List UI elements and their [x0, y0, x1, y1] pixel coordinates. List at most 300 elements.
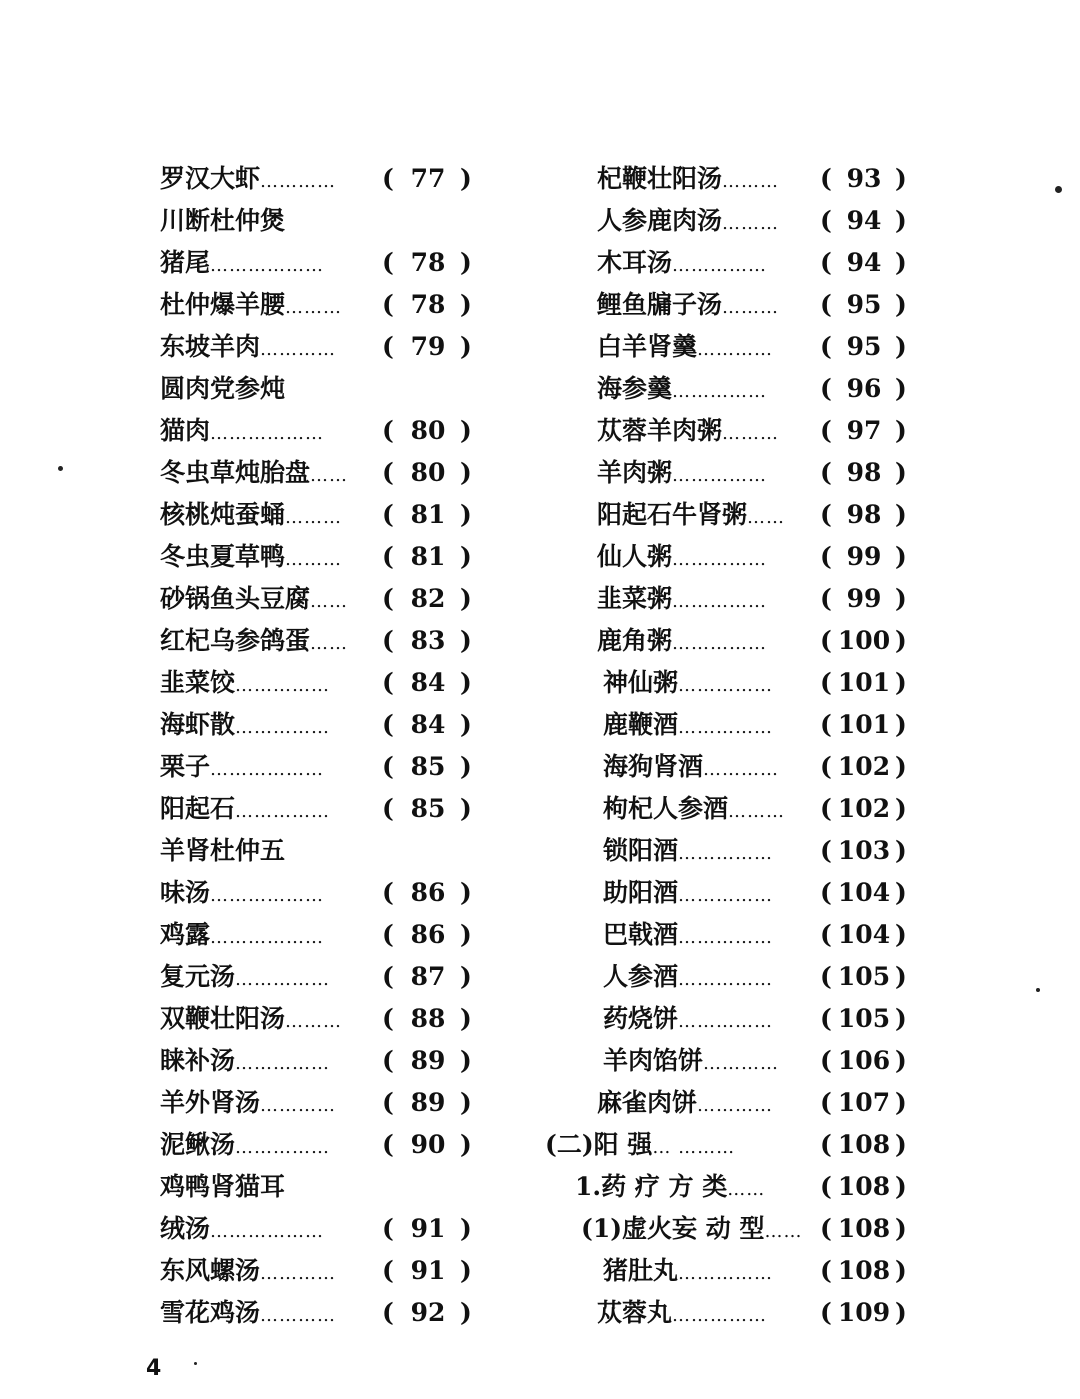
dot-leader: …………	[697, 339, 774, 360]
toc-entry-title	[603, 1250, 773, 1295]
toc-entry-title	[603, 872, 773, 917]
toc-entry	[160, 536, 490, 578]
close-paren: )	[895, 878, 907, 907]
toc-entry-title	[597, 242, 767, 287]
close-paren: )	[460, 1214, 472, 1243]
entry-title-text: 双鞭壮阳汤	[160, 1004, 286, 1033]
open-paren: (	[382, 164, 394, 193]
toc-entry	[160, 830, 490, 872]
dot-leader: …………	[260, 171, 337, 192]
toc-page-number: 94	[846, 248, 882, 277]
scan-speck	[194, 1362, 197, 1365]
toc-page-number: 94	[846, 206, 882, 235]
toc-entry-title	[160, 1292, 336, 1337]
toc-entry-title	[597, 368, 767, 413]
close-paren: )	[895, 290, 907, 319]
dot-leader: ……	[310, 465, 349, 486]
toc-page-number: 99	[846, 542, 882, 571]
entry-title-text: 绒汤	[160, 1214, 211, 1243]
entry-title-text: 东坡羊肉	[160, 332, 261, 361]
dot-leader: ……	[310, 633, 349, 654]
toc-entry	[545, 1250, 925, 1292]
toc-entry	[160, 452, 490, 494]
dot-leader: …………	[703, 759, 780, 780]
entry-title-text: 砂锅鱼头豆腐	[160, 584, 311, 613]
toc-page-number: 81	[410, 542, 446, 571]
toc-entry-title	[597, 536, 767, 581]
toc-page-number: 93	[846, 164, 882, 193]
toc-entry	[545, 620, 925, 662]
toc-entry	[545, 914, 925, 956]
entry-title-text: 韭菜粥	[597, 584, 673, 613]
toc-entry	[160, 1166, 490, 1208]
toc-page-number: 78	[410, 248, 446, 277]
dot-leader: ………………	[210, 885, 325, 906]
close-paren: )	[895, 1046, 907, 1075]
dot-leader: ………	[728, 801, 786, 822]
close-paren: )	[895, 1088, 907, 1117]
open-paren: (	[820, 206, 832, 235]
entry-title-text: 雪花鸡汤	[160, 1298, 261, 1327]
close-paren: )	[895, 206, 907, 235]
open-paren: (	[820, 1298, 832, 1327]
close-paren: )	[895, 584, 907, 613]
toc-entry	[545, 746, 925, 788]
close-paren: )	[460, 626, 472, 655]
open-paren: (	[820, 542, 832, 571]
open-paren: (	[382, 1004, 394, 1033]
dot-leader: ……………	[672, 465, 768, 486]
entry-title-text: 人参鹿肉汤	[597, 206, 723, 235]
entry-title-text: 杞鞭壮阳汤	[597, 164, 723, 193]
toc-entry-title	[160, 494, 342, 539]
toc-entry	[160, 158, 490, 200]
toc-entry-title	[160, 200, 285, 242]
toc-entry	[545, 326, 925, 368]
toc-page-number: 89	[410, 1046, 446, 1075]
open-paren: (	[382, 962, 394, 991]
scan-speck	[58, 466, 63, 471]
open-paren: (	[382, 626, 394, 655]
toc-page-number: 85	[410, 752, 446, 781]
toc-page-number: 91	[410, 1256, 446, 1285]
close-paren: )	[460, 290, 472, 319]
open-paren: (	[382, 584, 394, 613]
toc-page-number: 104	[837, 878, 891, 907]
dot-leader: ………………	[210, 255, 325, 276]
close-paren: )	[895, 416, 907, 445]
toc-entry-title	[603, 830, 773, 875]
page-number: 4	[146, 1356, 162, 1381]
toc-entry	[545, 788, 925, 830]
dot-leader: ………	[722, 171, 780, 192]
close-paren: )	[460, 248, 472, 277]
toc-entry-title	[597, 284, 779, 329]
dot-leader: ……………	[678, 675, 774, 696]
entry-title-text: 神仙粥	[603, 668, 679, 697]
toc-entry-title	[545, 1124, 735, 1169]
entry-title-text: 助阳酒	[603, 878, 679, 907]
entry-title-text: 鸡鸭肾猫耳	[160, 1172, 286, 1201]
close-paren: )	[895, 626, 907, 655]
toc-entry	[545, 368, 925, 410]
entry-title-text: 枸杞人参酒	[603, 794, 729, 823]
toc-entry-title	[160, 1040, 330, 1085]
open-paren: (	[382, 1298, 394, 1327]
toc-page-number: 83	[410, 626, 446, 655]
toc-entry-title	[603, 788, 785, 833]
toc-entry	[545, 1040, 925, 1082]
dot-leader: ………………	[210, 423, 325, 444]
open-paren: (	[382, 1088, 394, 1117]
toc-entry-title	[160, 1082, 336, 1127]
close-paren: )	[460, 752, 472, 781]
toc-entry-title	[160, 410, 324, 455]
toc-entry-title	[603, 1040, 779, 1085]
close-paren: )	[460, 584, 472, 613]
open-paren: (	[820, 164, 832, 193]
entry-title-text: 猪尾	[160, 248, 211, 277]
close-paren: )	[460, 1088, 472, 1117]
toc-entry-title	[160, 956, 330, 1001]
dot-leader: ……	[747, 507, 786, 528]
toc-entry-title	[160, 578, 348, 623]
close-paren: )	[460, 500, 472, 529]
close-paren: )	[460, 920, 472, 949]
open-paren: (	[820, 878, 832, 907]
open-paren: (	[382, 500, 394, 529]
entry-title-text: 冬虫草炖胎盘	[160, 458, 311, 487]
dot-leader: ……………	[678, 1011, 774, 1032]
close-paren: )	[895, 248, 907, 277]
entry-title-text: 海虾散	[160, 710, 236, 739]
toc-entry	[545, 956, 925, 998]
toc-entry-title	[603, 704, 773, 749]
toc-entry	[160, 956, 490, 998]
toc-entry	[160, 620, 490, 662]
toc-page-number: 105	[837, 962, 891, 991]
toc-page-number: 108	[837, 1214, 891, 1243]
entry-title-text: 羊肉粥	[597, 458, 673, 487]
toc-entry-title	[597, 1292, 767, 1337]
entry-title-text: 鹿角粥	[597, 626, 673, 655]
entry-title-text: (1)虚火妄 动 型	[581, 1214, 765, 1243]
toc-entry-title	[160, 998, 342, 1043]
dot-leader: …………	[260, 1095, 337, 1116]
dot-leader: ………	[285, 507, 343, 528]
dot-leader: ………………	[210, 759, 325, 780]
entry-title-text: 白羊肾羹	[597, 332, 698, 361]
toc-entry	[545, 578, 925, 620]
open-paren: (	[820, 668, 832, 697]
open-paren: (	[820, 374, 832, 403]
open-paren: (	[382, 290, 394, 319]
toc-entry	[545, 1082, 925, 1124]
entry-title-text: 锁阳酒	[603, 836, 679, 865]
toc-entry	[160, 368, 490, 410]
close-paren: )	[895, 542, 907, 571]
toc-entry	[160, 998, 490, 1040]
toc-entry-title	[160, 872, 324, 917]
toc-page-number: 104	[837, 920, 891, 949]
toc-entry-title	[160, 704, 330, 749]
close-paren: )	[460, 878, 472, 907]
toc-page-number: 99	[846, 584, 882, 613]
toc-entry-title	[160, 242, 324, 287]
open-paren: (	[820, 1256, 832, 1285]
toc-entry-title	[160, 284, 342, 329]
close-paren: )	[460, 794, 472, 823]
entry-title-text: 罗汉大虾	[160, 164, 261, 193]
entry-title-text: 麻雀肉饼	[597, 1088, 698, 1117]
toc-page-number: 95	[846, 332, 882, 361]
close-paren: )	[460, 164, 472, 193]
toc-entry	[160, 788, 490, 830]
toc-page-number: 105	[837, 1004, 891, 1033]
toc-entry	[545, 704, 925, 746]
toc-entry-title	[160, 1166, 285, 1208]
dot-leader: ……………	[235, 801, 331, 822]
open-paren: (	[820, 836, 832, 865]
dot-leader: ………	[722, 423, 780, 444]
toc-page-number: 85	[410, 794, 446, 823]
open-paren: (	[382, 668, 394, 697]
toc-entry-title	[160, 1124, 330, 1169]
toc-entry-title	[160, 368, 285, 410]
toc-page-number: 108	[837, 1172, 891, 1201]
close-paren: )	[895, 1214, 907, 1243]
toc-entry-title	[597, 578, 767, 623]
entry-title-text: 味汤	[160, 878, 211, 907]
entry-title-text: 羊肉馅饼	[603, 1046, 704, 1075]
toc-page-number: 90	[410, 1130, 446, 1159]
toc-entry	[160, 1250, 490, 1292]
dot-leader: ……………	[672, 549, 768, 570]
entry-title-text: 阳起石牛肾粥	[597, 500, 748, 529]
open-paren: (	[382, 878, 394, 907]
toc-entry-title	[160, 662, 330, 707]
toc-entry	[545, 284, 925, 326]
close-paren: )	[895, 164, 907, 193]
close-paren: )	[895, 332, 907, 361]
toc-entry	[545, 830, 925, 872]
close-paren: )	[460, 1046, 472, 1075]
entry-title-text: 鲤鱼牖子汤	[597, 290, 723, 319]
open-paren: (	[382, 1214, 394, 1243]
entry-title-text: 木耳汤	[597, 248, 673, 277]
toc-page-number: 92	[410, 1298, 446, 1327]
toc-entry	[160, 284, 490, 326]
close-paren: )	[460, 458, 472, 487]
toc-page-number: 102	[837, 752, 891, 781]
open-paren: (	[820, 920, 832, 949]
dot-leader: ……………	[678, 927, 774, 948]
toc-entry	[160, 1124, 490, 1166]
close-paren: )	[460, 668, 472, 697]
toc-entry-title	[597, 620, 767, 665]
toc-page-number: 80	[410, 416, 446, 445]
toc-entry	[160, 1082, 490, 1124]
dot-leader: ……	[727, 1179, 766, 1200]
dot-leader: ……………	[678, 885, 774, 906]
toc-left-column	[160, 158, 490, 1334]
dot-leader: ………………	[210, 927, 325, 948]
open-paren: (	[820, 794, 832, 823]
dot-leader: ………	[285, 297, 343, 318]
dot-leader: ……………	[672, 255, 768, 276]
toc-entry-title	[581, 1208, 802, 1253]
toc-page-number: 84	[410, 710, 446, 739]
dot-leader: ……………	[672, 381, 768, 402]
toc-page-number: 101	[837, 710, 891, 739]
entry-title-text: 鸡露	[160, 920, 211, 949]
toc-page-number: 96	[846, 374, 882, 403]
toc-entry	[545, 158, 925, 200]
open-paren: (	[820, 1004, 832, 1033]
entry-title-text: 羊肾杜仲五	[160, 836, 286, 865]
toc-entry	[545, 872, 925, 914]
toc-entry	[545, 1292, 925, 1334]
entry-title-text: 药烧饼	[603, 1004, 679, 1033]
dot-leader: ……………	[678, 717, 774, 738]
entry-title-text: 泥鳅汤	[160, 1130, 236, 1159]
toc-page-number: 86	[410, 878, 446, 907]
open-paren: (	[820, 1088, 832, 1117]
close-paren: )	[460, 710, 472, 739]
dot-leader: ……………	[678, 843, 774, 864]
toc-entry	[545, 536, 925, 578]
dot-leader: …………	[260, 339, 337, 360]
entry-title-text: 睐补汤	[160, 1046, 236, 1075]
close-paren: )	[895, 668, 907, 697]
toc-entry-title	[160, 536, 342, 581]
dot-leader: …………	[260, 1263, 337, 1284]
close-paren: )	[460, 1298, 472, 1327]
toc-page-number: 106	[837, 1046, 891, 1075]
dot-leader: ……………	[235, 675, 331, 696]
toc-entry	[160, 914, 490, 956]
dot-leader: ……………	[672, 1305, 768, 1326]
toc-page-number: 91	[410, 1214, 446, 1243]
toc-page-number: 109	[837, 1298, 891, 1327]
toc-page-number: 108	[837, 1130, 891, 1159]
dot-leader: ………	[722, 297, 780, 318]
open-paren: (	[382, 710, 394, 739]
entry-title-text: 猫肉	[160, 416, 211, 445]
open-paren: (	[820, 416, 832, 445]
open-paren: (	[382, 458, 394, 487]
toc-entry-title	[160, 830, 285, 872]
open-paren: (	[820, 290, 832, 319]
toc-entry	[160, 746, 490, 788]
toc-entry-title	[603, 956, 773, 1001]
close-paren: )	[895, 1004, 907, 1033]
dot-leader: ……………	[235, 1053, 331, 1074]
toc-entry-title	[597, 410, 779, 455]
toc-page-number: 79	[410, 332, 446, 361]
toc-entry-title	[160, 452, 348, 497]
toc-page-number: 81	[410, 500, 446, 529]
close-paren: )	[895, 1256, 907, 1285]
dot-leader: ……	[310, 591, 349, 612]
dot-leader: ………	[285, 1011, 343, 1032]
toc-entry	[160, 872, 490, 914]
toc-entry-title	[597, 200, 779, 245]
close-paren: )	[895, 794, 907, 823]
close-paren: )	[895, 710, 907, 739]
dot-leader: … ………	[652, 1137, 736, 1158]
dot-leader: ……………	[235, 969, 331, 990]
entry-title-text: 韭菜饺	[160, 668, 236, 697]
toc-entry-title	[603, 662, 773, 707]
open-paren: (	[382, 248, 394, 277]
toc-entry	[160, 200, 490, 242]
open-paren: (	[820, 752, 832, 781]
close-paren: )	[895, 962, 907, 991]
entry-title-text: 仙人粥	[597, 542, 673, 571]
open-paren: (	[820, 458, 832, 487]
toc-page-number: 77	[410, 164, 446, 193]
entry-title-text: 冬虫夏草鸭	[160, 542, 286, 571]
toc-entry-title	[597, 494, 785, 539]
open-paren: (	[382, 542, 394, 571]
toc-page-number: 102	[837, 794, 891, 823]
close-paren: )	[895, 836, 907, 865]
open-paren: (	[382, 1046, 394, 1075]
toc-entry-title	[597, 326, 773, 371]
close-paren: )	[460, 1256, 472, 1285]
entry-title-text: 红杞乌参鸽蛋	[160, 626, 311, 655]
close-paren: )	[460, 962, 472, 991]
toc-page-number: 87	[410, 962, 446, 991]
entry-title-text: 海狗肾酒	[603, 752, 704, 781]
open-paren: (	[820, 1046, 832, 1075]
toc-entry	[160, 1292, 490, 1334]
close-paren: )	[460, 542, 472, 571]
toc-entry-title	[160, 1208, 324, 1253]
toc-page-number: 78	[410, 290, 446, 319]
toc-entry-title	[603, 998, 773, 1043]
toc-page-number: 103	[837, 836, 891, 865]
entry-title-text: 人参酒	[603, 962, 679, 991]
dot-leader: ……………	[672, 633, 768, 654]
toc-entry-title	[597, 1082, 773, 1127]
dot-leader: ……………	[235, 1137, 331, 1158]
open-paren: (	[382, 1130, 394, 1159]
entry-title-text: 核桃炖蚕蛹	[160, 500, 286, 529]
toc-entry-title	[603, 914, 773, 959]
entry-title-text: 阳起石	[160, 794, 236, 823]
open-paren: (	[820, 248, 832, 277]
toc-entry-title	[160, 746, 324, 791]
close-paren: )	[460, 1004, 472, 1033]
entry-title-text: 东风螺汤	[160, 1256, 261, 1285]
entry-title-text: 猪肚丸	[603, 1256, 679, 1285]
toc-entry	[545, 1124, 925, 1166]
dot-leader: …………	[697, 1095, 774, 1116]
dot-leader: ……………	[672, 591, 768, 612]
entry-title-text: 圆肉党参炖	[160, 374, 286, 403]
toc-entry	[160, 410, 490, 452]
open-paren: (	[382, 332, 394, 361]
toc-entry-title	[160, 326, 336, 371]
toc-page-number: 97	[846, 416, 882, 445]
toc-page-number: 80	[410, 458, 446, 487]
toc-entry	[545, 410, 925, 452]
close-paren: )	[895, 500, 907, 529]
open-paren: (	[382, 1256, 394, 1285]
entry-title-text: 鹿鞭酒	[603, 710, 679, 739]
